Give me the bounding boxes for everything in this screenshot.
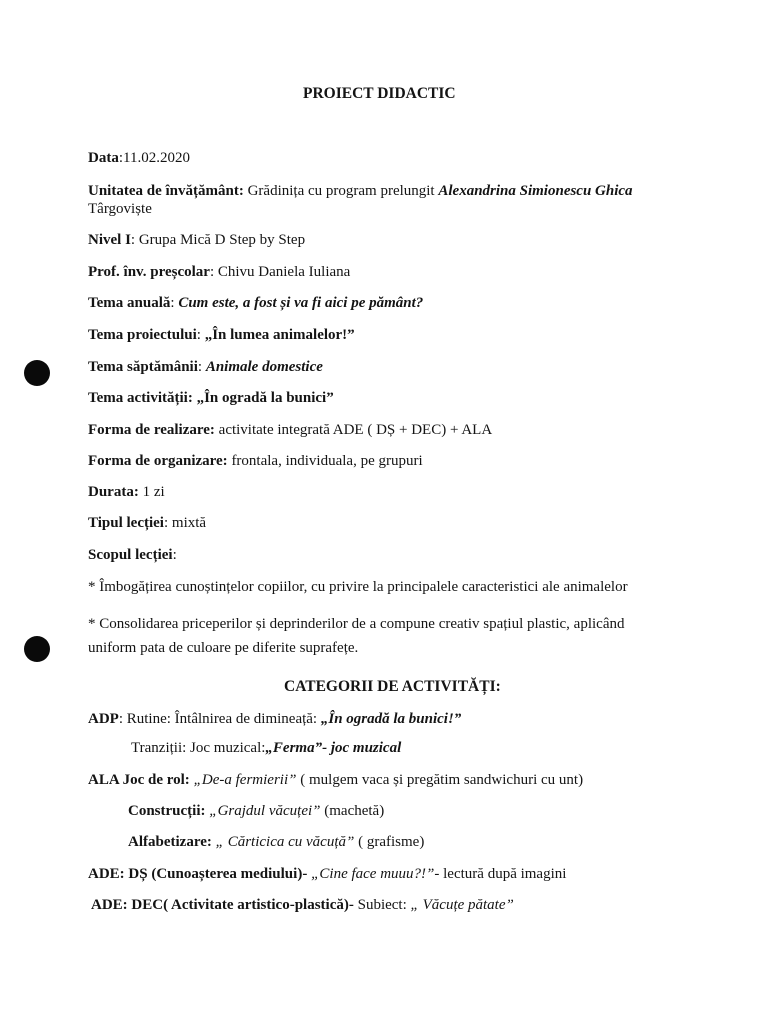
ade-ds-line	[88, 864, 566, 884]
literacy-value: „ Cărticica cu văcuță”	[211, 834, 355, 850]
literacy-label: Alfabetizare:	[128, 834, 212, 850]
literacy-desc: ( grafisme)	[354, 834, 425, 850]
week-theme-value: Animale domestice	[205, 359, 323, 375]
activity-theme-value: „În ogradă la bunici”	[192, 390, 334, 406]
lesson-goal-line	[88, 545, 177, 565]
punch-hole-top	[24, 360, 50, 386]
level-value: : Grupa Mică D Step by Step	[130, 232, 306, 248]
project-theme-line	[88, 325, 355, 345]
ala-label: ALA Joc de rol:	[88, 772, 190, 788]
page-title: PROIECT DIDACTIC	[303, 85, 456, 102]
adp-label: ADP	[88, 711, 119, 727]
activity-theme-label: Tema activității:	[88, 390, 193, 406]
lesson-goal-label: Scopul lecției	[88, 547, 173, 563]
organization-form-line	[88, 451, 423, 471]
ade-ds-value: „Cine face muuu?!”	[307, 866, 435, 882]
transitions-value: „Ferma”- joc muzical	[265, 740, 402, 756]
organization-form-value: frontala, individuala, pe grupuri	[227, 453, 423, 469]
categories-title: CATEGORII DE ACTIVITĂȚI:	[284, 678, 501, 695]
unit-line	[88, 181, 633, 201]
date-label: Data	[88, 150, 119, 166]
project-theme-value: „În lumea animalelor!”	[204, 327, 355, 343]
lesson-type-line	[88, 513, 206, 533]
date-value: :11.02.2020	[118, 150, 190, 166]
date-line	[88, 148, 190, 168]
ade-dec-value: „ Văcuțe pătate”	[410, 897, 514, 913]
lesson-goal-value: :	[172, 547, 177, 563]
ade-dec-label: ADE: DEC( Activitate artistico-plastică)-	[91, 897, 354, 913]
transitions-text: Tranziții: Joc muzical:	[131, 740, 266, 756]
constructions-line	[128, 801, 384, 821]
unit-name: Alexandrina Simionescu Ghica	[438, 183, 633, 199]
unit-city: Târgoviște	[88, 201, 152, 217]
project-theme-sep: :	[196, 327, 205, 343]
annual-theme-sep: :	[170, 295, 179, 311]
activity-theme-line	[88, 388, 334, 408]
constructions-value: „Grajdul văcuței”	[205, 803, 321, 819]
lesson-type-value: : mixtă	[163, 515, 207, 531]
week-theme-label: Tema săptămânii	[88, 359, 198, 375]
annual-theme-line	[88, 293, 423, 313]
adp-line	[88, 709, 461, 729]
week-theme-sep: :	[197, 359, 206, 375]
annual-theme-value: Cum este, a fost și va fi aici pe pământ?	[178, 295, 424, 311]
ade-dec-line	[91, 895, 514, 915]
unit-label: Unitatea de învățământ:	[88, 183, 244, 199]
goal-item-1: * Îmbogățirea cunoștințelor copiilor, cu privire la principalele caracteristici ale animalelor	[88, 579, 628, 595]
duration-line	[88, 482, 165, 502]
realization-form-label: Forma de realizare:	[88, 422, 215, 438]
ala-value: „De-a fermierii”	[189, 772, 297, 788]
ade-ds-label: ADE: DȘ (Cunoașterea mediului)-	[88, 866, 308, 882]
adp-text: : Rutine: Întâlnirea de dimineață:	[118, 711, 321, 727]
goal-item-2-line-1: * Consolidarea priceperilor și deprinderilor de a compune creativ spațiul plastic, aplicând	[88, 616, 625, 632]
unit-value: Grădinița cu program prelungit	[243, 183, 439, 199]
constructions-label: Construcții:	[128, 803, 206, 819]
constructions-desc: (machetă)	[320, 803, 385, 819]
lesson-type-label: Tipul lecției	[88, 515, 164, 531]
transitions-line	[131, 738, 401, 758]
adp-value: „În ogradă la bunici!”	[320, 711, 462, 727]
realization-form-value: activitate integrată ADE ( DȘ + DEC) + ALA	[214, 422, 493, 438]
ala-line	[88, 770, 583, 790]
teacher-line	[88, 262, 350, 282]
teacher-value: : Chivu Daniela Iuliana	[209, 264, 351, 280]
ala-desc: ( mulgem vaca și pregătim sandwichuri cu unt)	[296, 772, 584, 788]
project-theme-label: Tema proiectului	[88, 327, 197, 343]
ade-ds-desc: - lectură după imagini	[434, 866, 567, 882]
goal-item-2-line-2: uniform pata de culoare pe diferite suprafețe.	[88, 640, 359, 656]
level-line	[88, 230, 305, 250]
duration-label: Durata:	[88, 484, 139, 500]
organization-form-label: Forma de organizare:	[88, 453, 228, 469]
punch-hole-bottom	[24, 636, 50, 662]
literacy-line	[128, 832, 424, 852]
teacher-label: Prof. înv. preșcolar	[88, 264, 210, 280]
realization-form-line	[88, 420, 492, 440]
week-theme-line	[88, 357, 323, 377]
level-label: Nivel I	[88, 232, 131, 248]
duration-value: 1 zi	[138, 484, 165, 500]
ade-dec-text: Subiect:	[353, 897, 411, 913]
annual-theme-label: Tema anuală	[88, 295, 171, 311]
